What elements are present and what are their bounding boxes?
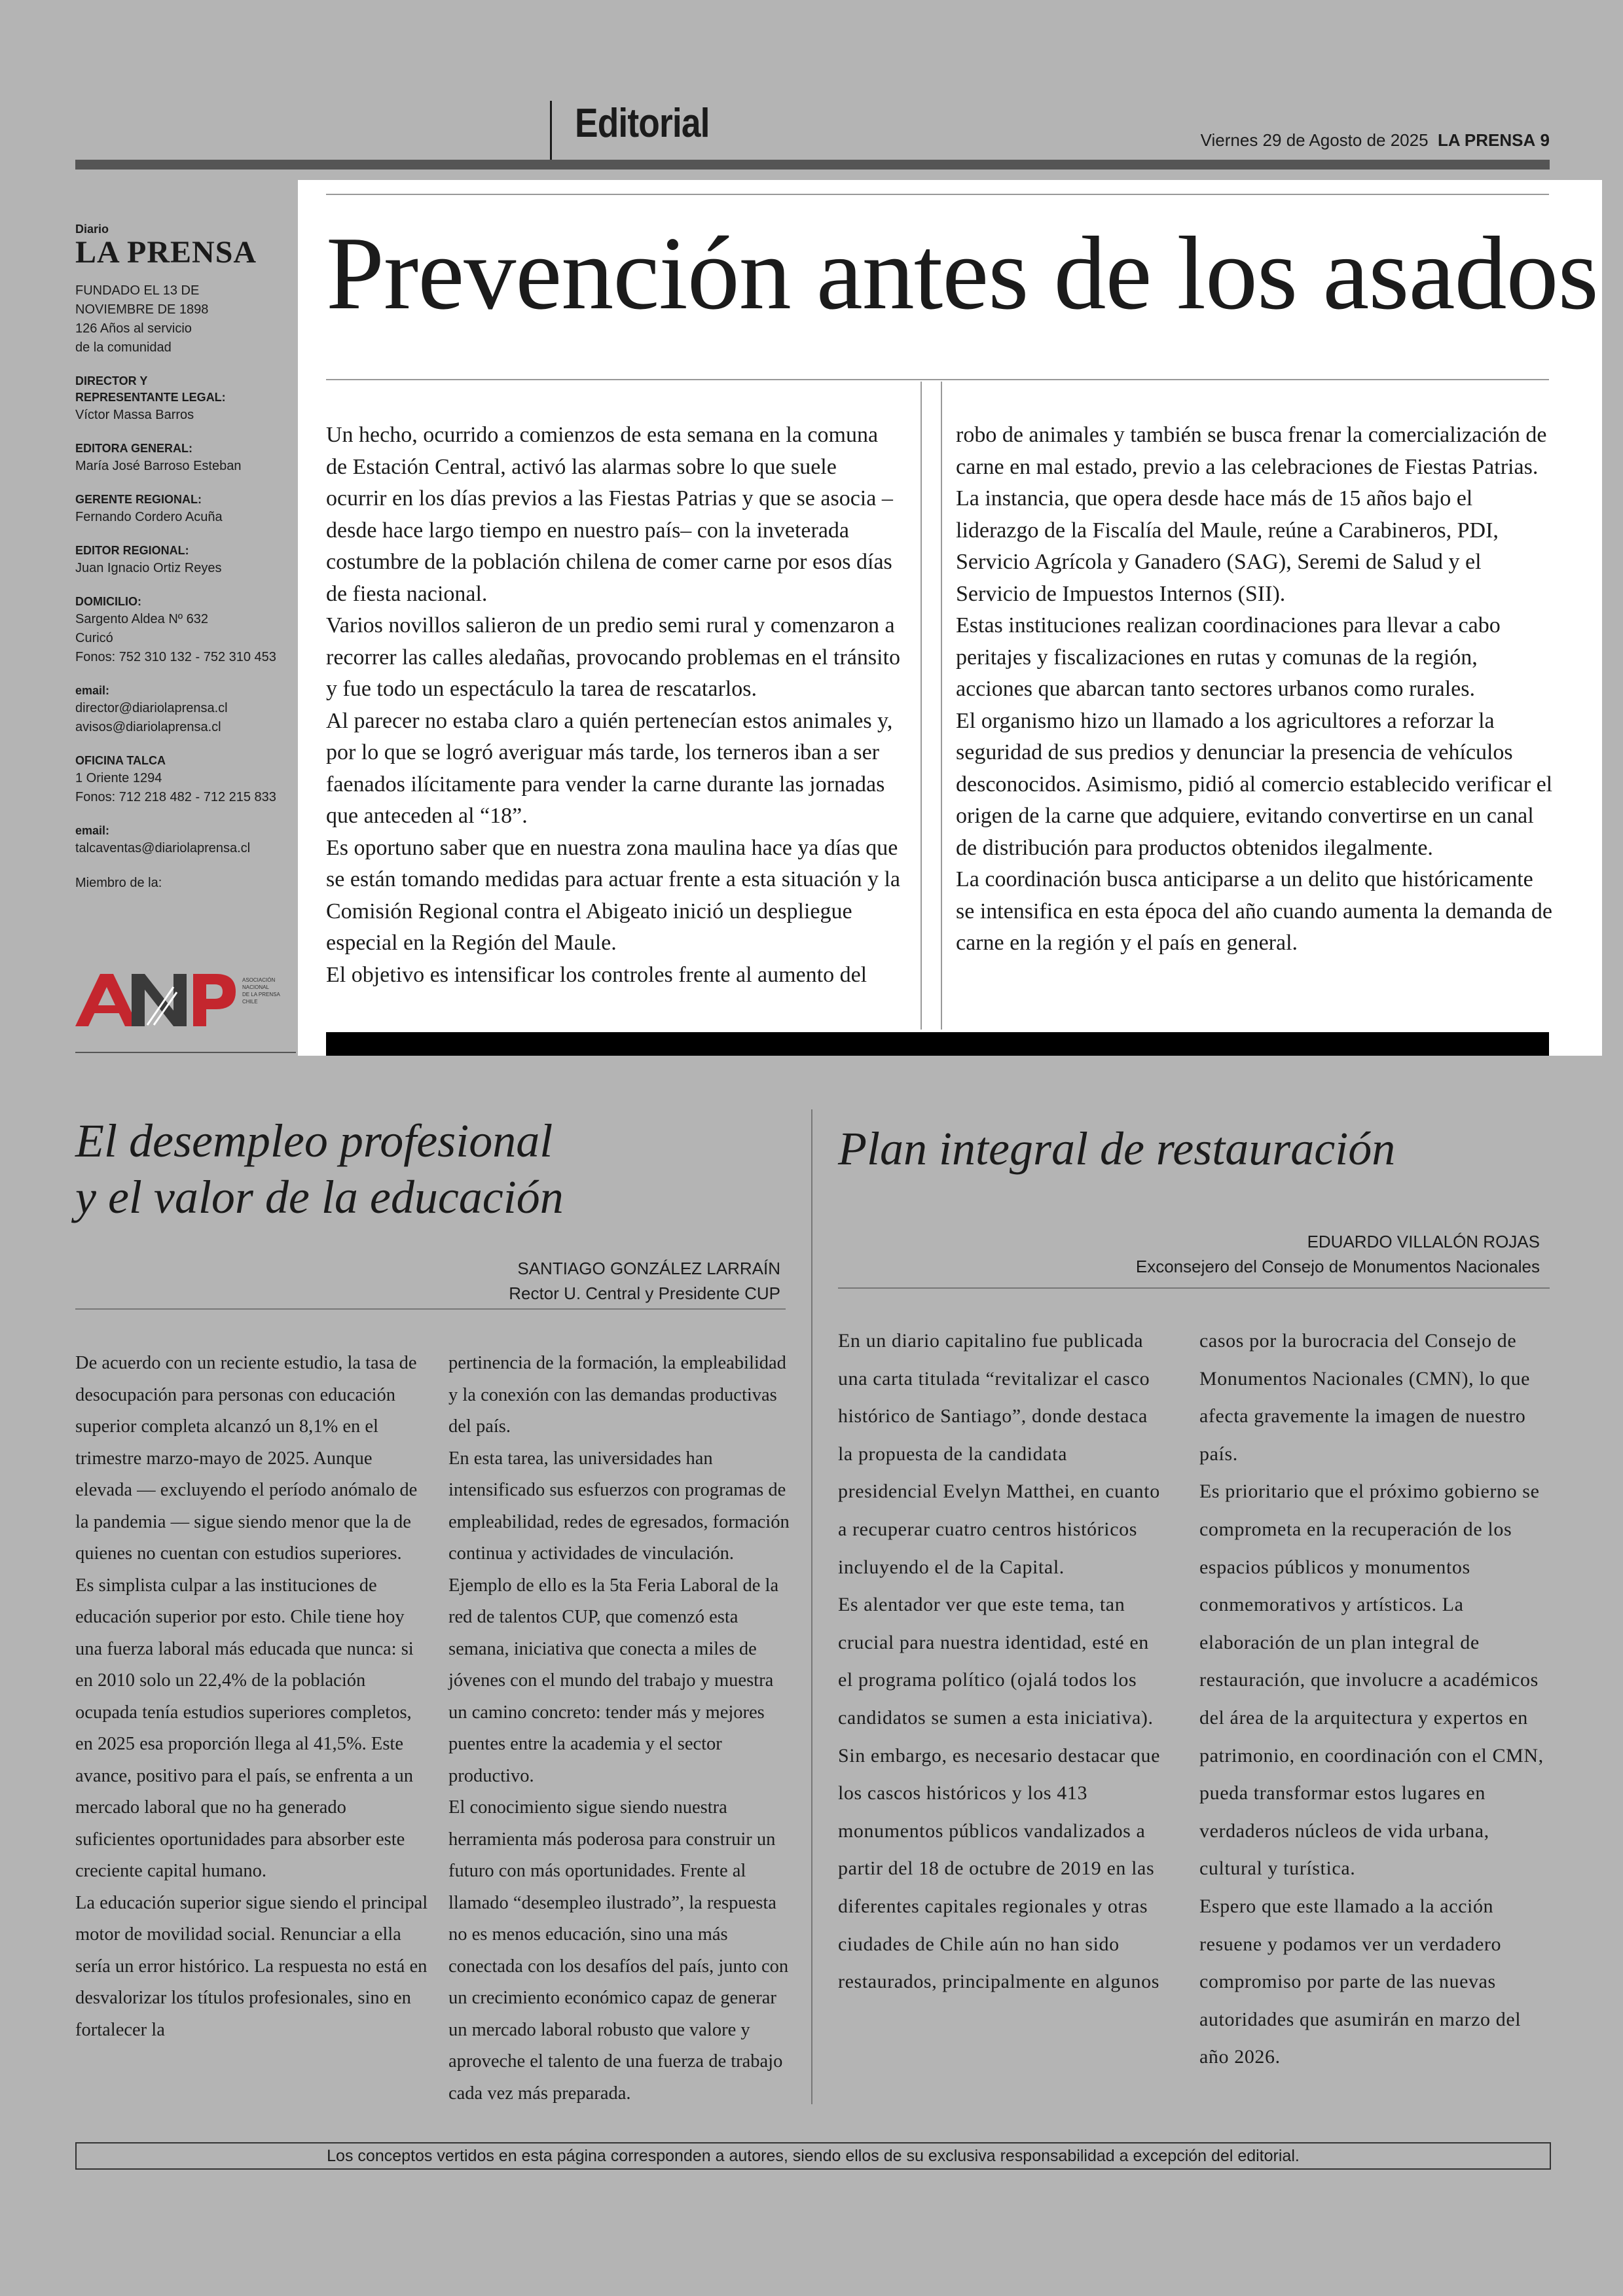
editorial-column-divider (921, 382, 922, 1030)
opinion-paragraph: Es simplista culpar a las instituciones de educación superior por esto. Chile tiene hoy una fuerza laboral más educada que nunca: si en 2010 solo un 22,4% de la población ocupada tenía estudios superiores completos, en 2025 esa proporción llega al 41,5%. Este avance, positivo para el país, se enfrenta a un mercado laboral que no ha generado suficientes oportunidades para absorber este creciente capital humano. (75, 1575, 414, 1881)
masthead-email-talca (75, 823, 291, 858)
masthead-name: LA PRENSA (75, 235, 257, 270)
email-label: email: (75, 824, 110, 837)
opinion-paragraph: Espero que este llamado a la acción resuene y podamos ver un verdadero compromiso por parte de las nuevas autoridades que asumirán en marzo del año 2026. (1199, 1895, 1522, 2068)
email-address: talcaventas@diariolaprensa.cl (75, 841, 251, 855)
email-address: avisos@diariolaprensa.cl (75, 720, 221, 734)
opinion-1-title-line: y el valor de la educación (75, 1171, 564, 1223)
anp-logo (75, 967, 280, 1033)
member-label: Miembro de la: (75, 876, 162, 890)
opinion-divider (811, 1109, 812, 2104)
editorial-title-rule (326, 379, 1549, 380)
masthead-prefix: Diario (75, 223, 109, 236)
masthead-bottom-rule (75, 1052, 296, 1053)
director-label: DIRECTOR Y (75, 374, 148, 387)
header-page-number: 9 (1540, 130, 1550, 150)
founded-line: NOVIEMBRE DE 1898 (75, 302, 209, 317)
editorial-paragraph: Es oportuno saber que en nuestra zona maulina hace ya días que se están tomando medidas para actuar frente a esta situación y la Comisión Regional contra el Abigeato inició un despliegue especial en la Región del Maule. (326, 835, 901, 955)
anp-caption-1: ASOCIACIÓN (242, 977, 276, 983)
header-paper-name: LA PRENSA (1438, 130, 1536, 150)
editorial-top-rule (326, 194, 1549, 195)
director-label: REPRESENTANTE LEGAL: (75, 391, 226, 404)
domicilio-line: Fonos: 752 310 132 - 752 310 453 (75, 650, 276, 664)
header-divider (550, 101, 552, 160)
opinion-paragraph: En un diario capitalino fue publicada una carta titulada “revitalizar el casco histórico de Santiago”, donde destaca la propuesta de la candidata presidencial Evelyn Matthei, en cuanto a recuperar cuatro centros históricos incluyendo el de la Capital. (838, 1330, 1160, 1578)
opinion-paragraph: La educación superior sigue siendo el principal motor de movilidad social. Renunciar a ella sería un error histórico. La respuesta no está en desvalorizar los títulos profesionales, sino en fortalecer la (75, 1892, 428, 2040)
editora-label: EDITORA GENERAL: (75, 442, 193, 455)
director-name: Víctor Massa Barros (75, 408, 194, 422)
editorial-bottom-bar (326, 1032, 1549, 1056)
editorial-paragraph: Al parecer no estaba claro a quién pertenecían estos animales y, por lo que se logró averiguar más tarde, los terneros iban a ser faenados ilícitamente para vender la carne durante las jornadas que anteceden al “18”. (326, 708, 893, 828)
opinion-1-rule (75, 1308, 786, 1310)
editorial-paragraph: El objetivo es intensificar los controles frente al aumento del (326, 962, 867, 987)
opinion-paragraph: En esta tarea, las universidades han intensificado sus esfuerzos con programas de empleabilidad, redes de egresados, formación continua y actividades de vinculación. Ejemplo de ello es la 5ta Feria Laboral de la red de talentos CUP, que comenzó esta semana, iniciativa que conecta a miles de jóvenes con el mundo del trabajo y muestra un camino concreto: tender más y mejores puentes entre la academia y el sector productivo. (448, 1448, 790, 1786)
talca-line: Fonos: 712 218 482 - 712 215 833 (75, 790, 276, 804)
opinion-2-rule (838, 1287, 1550, 1289)
masthead-gerente (75, 492, 291, 527)
editorial-paragraph: El organismo hizo un llamado a los agricultores a reforzar la seguridad de sus predios y denunciar la presencia de vehículos desconocidos. Asimismo, pidió al comercio establecido verificar el origen de la carne que adquiere, evitando convertirse en un canal de distribución para productos obtenidos ilegalmente. (956, 708, 1553, 860)
opinion-1-author: SANTIAGO GONZÁLEZ LARRAÍN (517, 1259, 780, 1278)
domicilio-line: Sargento Aldea Nº 632 (75, 612, 209, 626)
opinion-paragraph: casos por la burocracia del Consejo de Monumentos Nacionales (CMN), lo que afecta gravemente la imagen de nuestro país. (1199, 1330, 1531, 1465)
editorial-paragraph: Un hecho, ocurrido a comienzos de esta semana en la comuna de Estación Central, activó las alarmas sobre lo que suele ocurrir en los días previos a las Fiestas Patrias y que se asocia – desde hace largo tiempo en nuestro país– con la inveterada costumbre de la población chilena de comer carne por esos días de fiesta nacional. (326, 423, 893, 606)
founded-line: de la comunidad (75, 340, 172, 355)
anp-caption-2: NACIONAL (242, 984, 269, 990)
opinion-2-column-2 (1199, 1322, 1553, 2076)
opinion-2-byline (1100, 1229, 1540, 1279)
gerente-label: GERENTE REGIONAL: (75, 493, 202, 506)
masthead-editora (75, 440, 291, 476)
gerente-name: Fernando Cordero Acuña (75, 510, 223, 524)
editor-label: EDITOR REGIONAL: (75, 544, 189, 557)
masthead-domicilio (75, 594, 291, 667)
anp-caption-3: DE LA PRENSA (242, 992, 280, 997)
opinion-2-column-1 (838, 1322, 1165, 2001)
opinion-1-byline (458, 1256, 780, 1306)
talca-label: OFICINA TALCA (75, 754, 166, 767)
masthead-email (75, 683, 291, 737)
opinion-1-column-1 (75, 1348, 429, 2046)
email-address: director@diariolaprensa.cl (75, 701, 228, 715)
header-dateline (1201, 130, 1550, 151)
opinion-paragraph: pertinencia de la formación, la empleabilidad y la conexión con las demandas productivas del país. (448, 1353, 786, 1437)
masthead-editor (75, 543, 291, 578)
domicilio-label: DOMICILIO: (75, 595, 141, 608)
editorial-column-1 (326, 420, 902, 991)
opinion-2-role: Exconsejero del Consejo de Monumentos Nacionales (1135, 1257, 1540, 1276)
opinion-1-title (75, 1113, 782, 1225)
editorial-title: Prevención antes de los asados (326, 215, 1598, 331)
opinion-paragraph: De acuerdo con un reciente estudio, la tasa de desocupación para personas con educación superior completa alcanzó un 8,1% en el trimestre marzo-mayo de 2025. Aunque elevada — excluyendo el período anómalo de la pandemia — sigue siendo menor que la de quienes no cuentan con estudios superiores. (75, 1353, 418, 1564)
founded-line: 126 Años al servicio (75, 321, 192, 336)
anp-caption-4: CHILE (242, 999, 258, 1005)
anp-logo-mark (75, 974, 236, 1026)
opinion-2-title: Plan integral de restauración (838, 1122, 1396, 1175)
masthead-director (75, 373, 291, 425)
editorial-paragraph: Varios novillos salieron de un predio semi rural y comenzaron a recorrer las calles aledañas, provocando problemas en el tránsito y fue todo un espectáculo la tarea de rescatarlos. (326, 613, 901, 701)
footer-disclaimer: Los conceptos vertidos en esta página corresponden a autores, siendo ellos de su exclusiva responsabilidad a excepción del editorial. (75, 2142, 1551, 2170)
editora-name: María José Barroso Esteban (75, 459, 242, 473)
header-rule (75, 160, 1550, 170)
masthead-column (75, 223, 291, 893)
editorial-paragraph: La coordinación busca anticiparse a un delito que históricamente se intensifica en esta época del año cuando aumenta la demanda de carne en la región y el país en general. (956, 867, 1552, 955)
editorial-paragraph: La instancia, que opera desde hace más de 15 años bajo el liderazgo de la Fiscalía del Maule, reúne a Carabineros, PDI, Servicio Agrícola y Ganadero (SAG), Seremi de Salud y el Servicio de Impuestos Internos (SII). (956, 486, 1499, 606)
masthead-talca (75, 753, 291, 807)
opinion-paragraph: Es alentador ver que este tema, tan crucial para nuestra identidad, esté en el programa político (ojalá todos los candidatos se sumen a esta iniciativa). Sin embargo, es necesario destacar que los cascos históricos y los 413 monumentos públicos vandalizados a partir del 18 de octubre de 2019 en las diferentes capitales regionales y otras ciudades de Chile aún no han sido restaurados, principalmente en algunos (838, 1594, 1161, 1993)
section-title: Editorial (575, 101, 710, 146)
opinion-1-column-2 (448, 1348, 795, 2109)
editorial-column-2 (956, 420, 1554, 960)
opinion-1-role: Rector U. Central y Presidente CUP (509, 1283, 780, 1303)
opinion-2-author: EDUARDO VILLALÓN ROJAS (1307, 1232, 1540, 1251)
opinion-paragraph: El conocimiento sigue siendo nuestra herramienta más poderosa para construir un futuro con más oportunidades. Frente al llamado “desempleo ilustrado”, la respuesta no es menos educación, sino una más conectada con los desafíos del país, junto con un crecimiento económico capaz de generar un mercado laboral robusto que valore y aproveche el talento de una fuerza de trabajo cada vez más preparada. (448, 1797, 789, 2104)
editorial-column-divider (941, 382, 942, 1030)
editorial-paragraph: robo de animales y también se busca frenar la comercialización de carne en mal estado, previo a las celebraciones de Fiestas Patrias. (956, 423, 1547, 479)
masthead-founded (75, 281, 291, 357)
editor-name: Juan Ignacio Ortiz Reyes (75, 561, 222, 575)
header-date: Viernes 29 de Agosto de 2025 (1200, 130, 1429, 150)
founded-line: FUNDADO EL 13 DE (75, 283, 200, 298)
opinion-1-title-line: El desempleo profesional (75, 1115, 553, 1167)
domicilio-line: Curicó (75, 631, 113, 645)
editorial-paragraph: Estas instituciones realizan coordinaciones para llevar a cabo peritajes y fiscalizaciones en rutas y comunas de la región, acciones que abarcan tanto sectores urbanos como rurales. (956, 613, 1501, 701)
opinion-paragraph: Es prioritario que el próximo gobierno se comprometa en la recuperación de los espacios públicos y monumentos conmemorativos y artísticos. La elaboración de un plan integral de restauración, que involucre a académicos del área de la arquitectura y expertos en patrimonio, en coordinación con el CMN, pueda transformar estos lugares en verdaderos núcleos de vida urbana, cultural y turística. (1199, 1480, 1544, 1880)
email-label: email: (75, 684, 110, 697)
talca-line: 1 Oriente 1294 (75, 771, 162, 785)
